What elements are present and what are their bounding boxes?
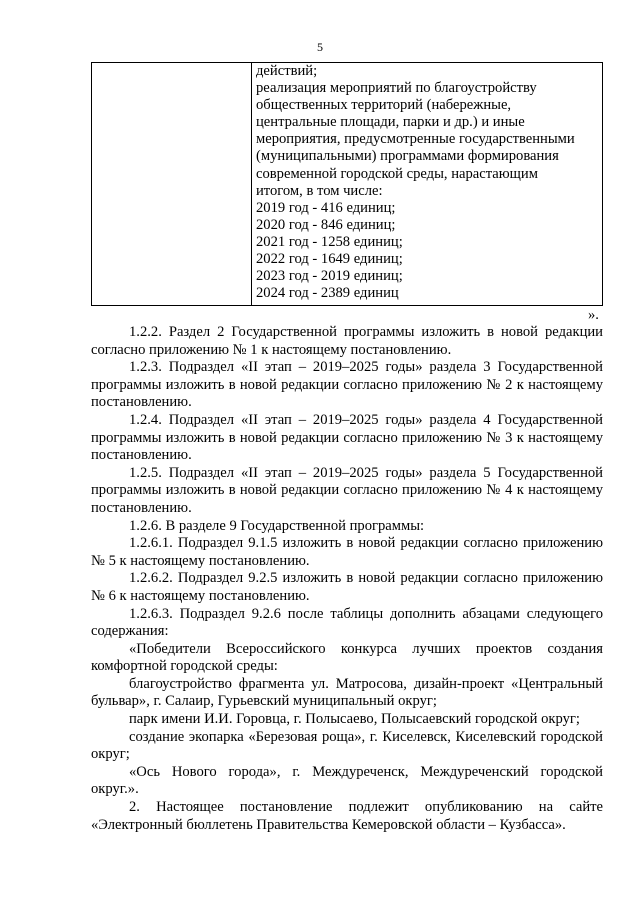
continuation-table xyxy=(91,62,603,306)
paragraph-1-2-3: 1.2.3. Подраздел «II этап – 2019–2025 годы» раздела 3 Государственной программы изложить в новой редакции согласно приложению № 2 к настоящему постановлению. xyxy=(91,359,603,411)
paragraph-1-2-6: 1.2.6. В разделе 9 Государственной программы: xyxy=(129,517,425,534)
table-line-2022: 2022 год - 1649 единиц; xyxy=(256,251,403,268)
table-line: мероприятия, предусмотренные государственными xyxy=(256,131,575,148)
paragraph-winners-intro: «Победители Всероссийского конкурса лучших проектов создания комфортной городской среды: xyxy=(91,640,603,675)
paragraph-1-2-6-3: 1.2.6.3. Подраздел 9.2.6 после таблицы дополнить абзацами следующего содержания: xyxy=(91,605,603,640)
document-body xyxy=(91,324,603,834)
paragraph-winner-kiselevsk: создание экопарка «Березовая роща», г. Киселевск, Киселевский городской округ; xyxy=(91,728,603,763)
page-number: 5 xyxy=(317,40,323,54)
table-line: (муниципальными) программами формирования xyxy=(256,148,559,165)
table-line: центральные площади, парки и др.) и иные xyxy=(256,114,525,131)
paragraph-2-publication: 2. Настоящее постановление подлежит опубликованию на сайте «Электронный бюллетень Правительства Кемеровской области – Кузбасса». xyxy=(91,799,603,833)
table-line: общественных территорий (набережные, xyxy=(256,97,512,114)
table-line-2019: 2019 год - 416 единиц; xyxy=(256,199,396,216)
paragraph-1-2-5: 1.2.5. Подраздел «II этап – 2019–2025 годы» раздела 5 Государственной программы изложить в новой редакции согласно приложению № 4 к настоящему постановлению. xyxy=(91,464,603,516)
table-line-2024: 2024 год - 2389 единиц xyxy=(256,285,399,302)
table-line-2023: 2023 год - 2019 единиц; xyxy=(256,268,403,285)
table-line: реализация мероприятий по благоустройству xyxy=(256,80,537,97)
table-line: действий; xyxy=(256,63,318,79)
paragraph-1-2-6-1: 1.2.6.1. Подраздел 9.1.5 изложить в новой редакции согласно приложению № 5 к настоящему постановлению. xyxy=(91,535,603,569)
paragraph-winner-mezhdurechensk: «Ось Нового города», г. Междуреченск, Междуреченский городской округ.». xyxy=(91,763,603,798)
table-closing-quote: ». xyxy=(588,307,599,323)
table-left-cell xyxy=(92,63,252,305)
table-right-cell xyxy=(252,63,602,305)
table-line-2020: 2020 год - 846 единиц; xyxy=(256,216,396,233)
table-line-2021: 2021 год - 1258 единиц; xyxy=(256,233,403,250)
paragraph-1-2-6-2: 1.2.6.2. Подраздел 9.2.5 изложить в новой редакции согласно приложению № 6 к настоящему постановлению. xyxy=(91,570,603,604)
paragraph-winner-polysaevo: парк имени И.И. Горовца, г. Полысаево, Полысаевский городской округ; xyxy=(129,711,580,728)
paragraph-1-2-2: 1.2.2. Раздел 2 Государственной программы изложить в новой редакции согласно приложению № 1 к настоящему постановлению. xyxy=(91,324,603,358)
table-line: современной городской среды, нарастающим xyxy=(256,165,538,182)
paragraph-winner-salair: благоустройство фрагмента ул. Матросова, дизайн-проект «Центральный бульвар», г. Салаир, Гурьевский муниципальный округ; xyxy=(91,675,603,710)
table-line: итогом, в том числе: xyxy=(256,182,383,199)
paragraph-1-2-4: 1.2.4. Подраздел «II этап – 2019–2025 годы» раздела 4 Государственной программы изложить в новой редакции согласно приложению № 3 к настоящему постановлению. xyxy=(91,411,603,464)
